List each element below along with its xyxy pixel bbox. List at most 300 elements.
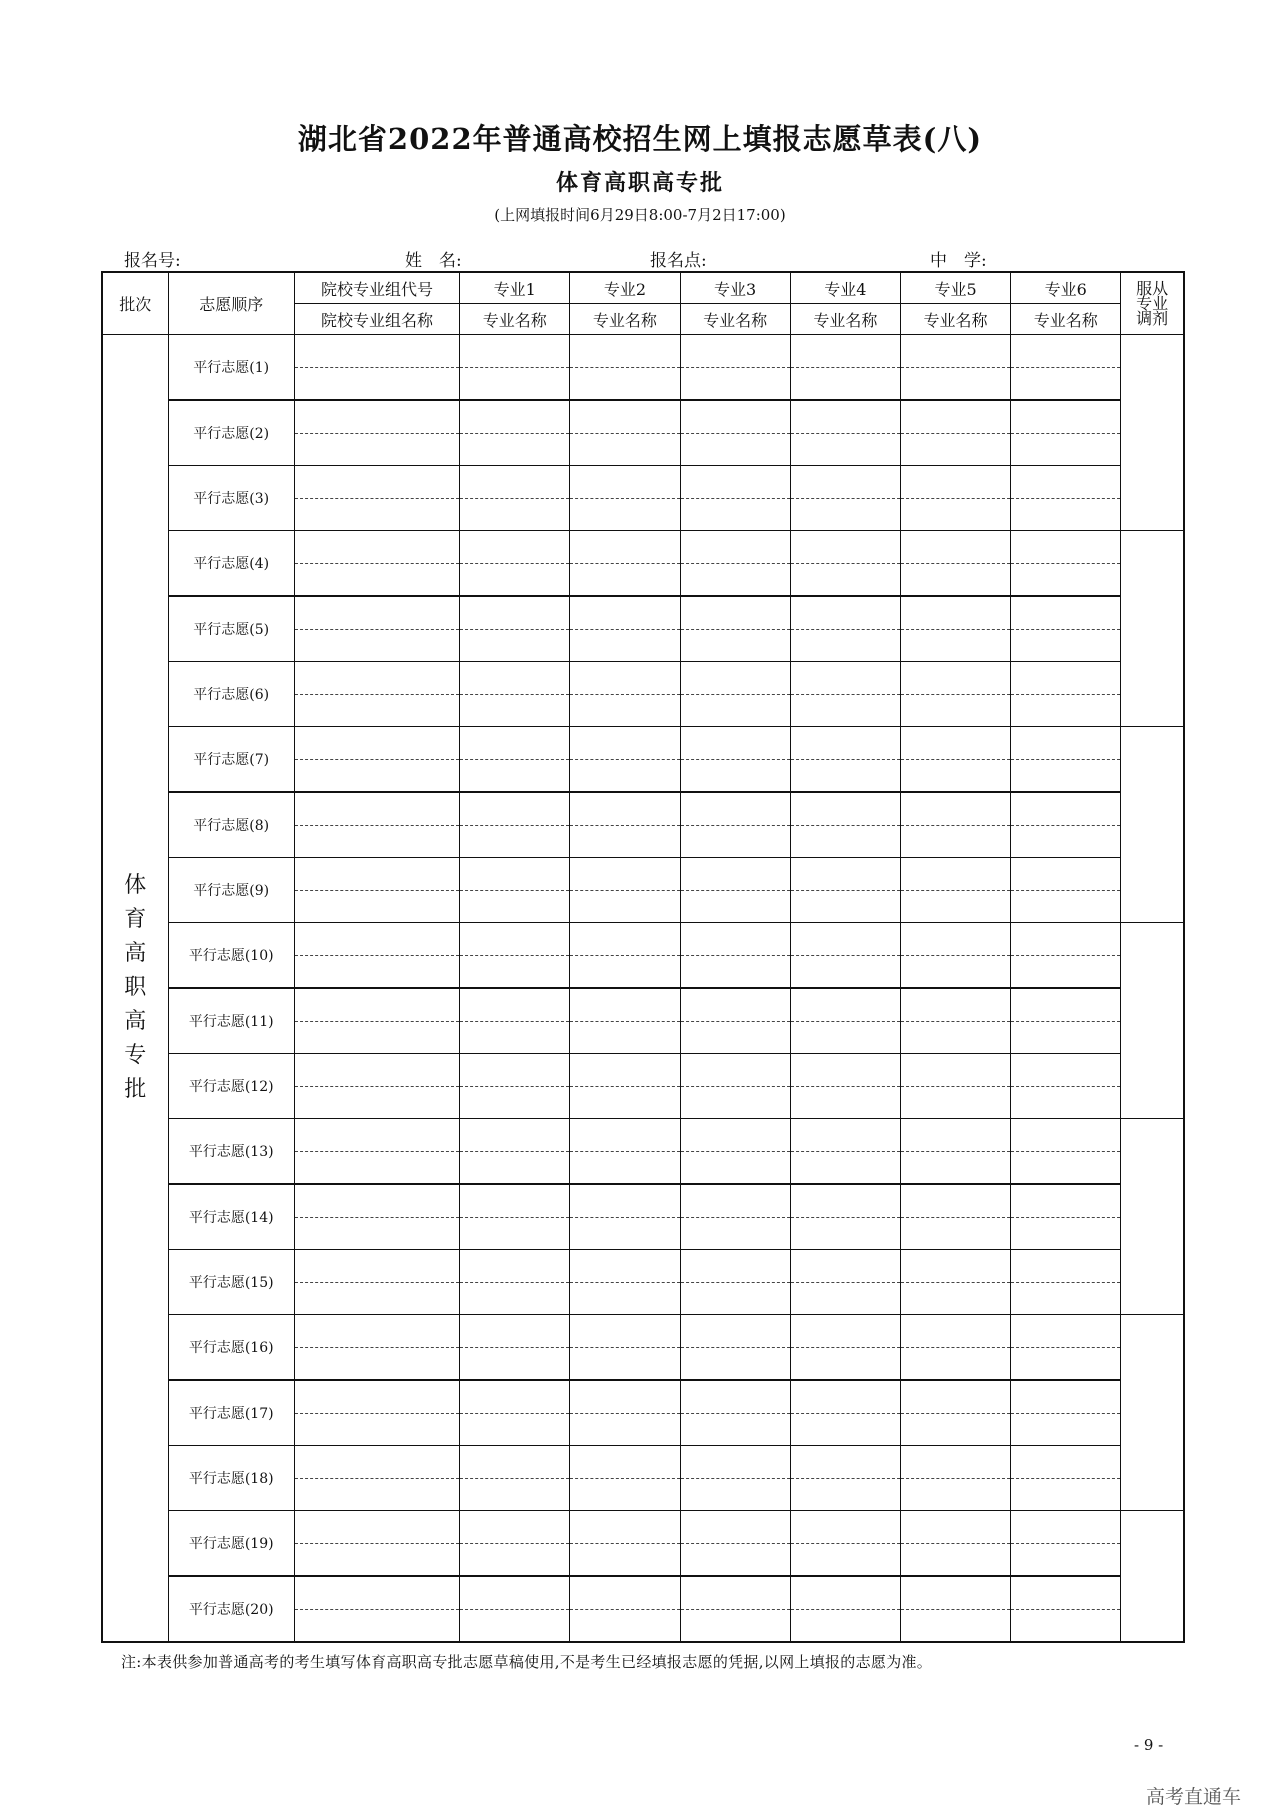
entry-divider <box>681 759 790 760</box>
major-entry-cell[interactable] <box>790 1446 900 1511</box>
major-entry-cell[interactable] <box>900 988 1010 1054</box>
major-entry-cell[interactable] <box>790 1576 900 1642</box>
page-title: 湖北省2022年普通高校招生网上填报志愿草表(八) <box>297 122 983 156</box>
table-row <box>102 1576 1184 1642</box>
entry-divider <box>681 1543 790 1544</box>
entry-divider <box>791 825 900 826</box>
group-entry-cell[interactable] <box>294 531 459 597</box>
header-major-1: 专业1 <box>460 272 570 304</box>
entry-divider <box>570 890 679 891</box>
major-entry-cell[interactable] <box>900 727 1010 793</box>
major-entry-cell[interactable] <box>460 1576 570 1642</box>
major-entry-cell[interactable] <box>570 1315 680 1381</box>
entry-divider <box>791 1086 900 1087</box>
header-major-name: 专业名称 <box>460 304 570 335</box>
entry-divider <box>460 1609 569 1610</box>
entry-divider <box>1011 759 1120 760</box>
order-cell: 平行志愿(14) <box>168 1184 294 1250</box>
major-entry-cell[interactable] <box>460 1446 570 1511</box>
order-cell: 平行志愿(2) <box>168 400 294 466</box>
table-row <box>102 531 1184 597</box>
entry-divider <box>1011 498 1120 499</box>
major-entry-cell[interactable] <box>900 531 1010 597</box>
header-order: 志愿顺序 <box>168 272 294 335</box>
major-entry-cell[interactable] <box>1011 596 1121 662</box>
entry-divider <box>901 1609 1010 1610</box>
order-cell: 平行志愿(13) <box>168 1119 294 1185</box>
header-batch: 批次 <box>102 272 168 335</box>
major-entry-cell[interactable] <box>900 1119 1010 1185</box>
order-cell: 平行志愿(5) <box>168 596 294 662</box>
order-cell: 平行志愿(11) <box>168 988 294 1054</box>
entry-divider <box>901 825 1010 826</box>
major-entry-cell[interactable] <box>680 1315 790 1381</box>
entry-divider <box>1011 1217 1120 1218</box>
major-entry-cell[interactable] <box>1011 1054 1121 1119</box>
major-entry-cell[interactable] <box>1011 988 1121 1054</box>
entry-divider <box>570 1282 679 1283</box>
major-entry-cell[interactable] <box>460 858 570 923</box>
group-entry-cell[interactable] <box>294 1446 459 1511</box>
entry-divider <box>460 890 569 891</box>
entry-divider <box>295 1347 459 1348</box>
entry-divider <box>460 1282 569 1283</box>
major-entry-cell[interactable] <box>570 727 680 793</box>
batch-label-char: 体 <box>124 873 147 898</box>
entry-divider <box>791 629 900 630</box>
entry-divider <box>791 1217 900 1218</box>
name-label: 姓 名: <box>405 251 462 271</box>
major-entry-cell[interactable] <box>790 400 900 466</box>
entry-divider <box>791 1609 900 1610</box>
major-entry-cell[interactable] <box>790 923 900 989</box>
entry-divider <box>901 955 1010 956</box>
entry-divider <box>681 1086 790 1087</box>
major-entry-cell[interactable] <box>790 792 900 858</box>
major-entry-cell[interactable] <box>900 858 1010 923</box>
entry-divider <box>295 759 459 760</box>
entry-divider <box>681 1217 790 1218</box>
entry-divider <box>460 1217 569 1218</box>
major-entry-cell[interactable] <box>680 1380 790 1446</box>
major-entry-cell[interactable] <box>680 792 790 858</box>
entry-divider <box>901 1347 1010 1348</box>
table-row <box>102 1184 1184 1250</box>
major-entry-cell[interactable] <box>790 662 900 727</box>
major-entry-cell[interactable] <box>460 727 570 793</box>
entry-divider <box>681 1478 790 1479</box>
adjust-entry-cell[interactable] <box>1121 727 1184 923</box>
major-entry-cell[interactable] <box>460 1119 570 1185</box>
major-entry-cell[interactable] <box>1011 1250 1121 1315</box>
major-entry-cell[interactable] <box>570 596 680 662</box>
entry-divider <box>901 1478 1010 1479</box>
entry-divider <box>295 825 459 826</box>
major-entry-cell[interactable] <box>1011 1576 1121 1642</box>
major-entry-cell[interactable] <box>460 1380 570 1446</box>
group-entry-cell[interactable] <box>294 1119 459 1185</box>
order-cell: 平行志愿(6) <box>168 662 294 727</box>
group-entry-cell[interactable] <box>294 1511 459 1577</box>
major-entry-cell[interactable] <box>680 1119 790 1185</box>
entry-divider <box>570 955 679 956</box>
major-entry-cell[interactable] <box>1011 1511 1121 1577</box>
entry-divider <box>295 498 459 499</box>
major-entry-cell[interactable] <box>570 466 680 531</box>
school-label: 中 学: <box>930 251 987 271</box>
group-entry-cell[interactable] <box>294 335 459 401</box>
major-entry-cell[interactable] <box>570 1184 680 1250</box>
entry-divider <box>791 1543 900 1544</box>
batch-label-char: 育 <box>124 907 147 932</box>
entry-divider <box>901 1217 1010 1218</box>
table-row <box>102 335 1184 401</box>
major-entry-cell[interactable] <box>1011 858 1121 923</box>
entry-divider <box>901 694 1010 695</box>
major-entry-cell[interactable] <box>680 596 790 662</box>
major-entry-cell[interactable] <box>680 1446 790 1511</box>
order-cell: 平行志愿(19) <box>168 1511 294 1577</box>
major-entry-cell[interactable] <box>570 662 680 727</box>
application-table <box>101 271 1185 1643</box>
entry-divider <box>791 955 900 956</box>
entry-divider <box>681 1609 790 1610</box>
adjust-entry-cell[interactable] <box>1121 1119 1184 1315</box>
major-entry-cell[interactable] <box>900 1511 1010 1577</box>
major-entry-cell[interactable] <box>1011 466 1121 531</box>
entry-divider <box>570 367 679 368</box>
major-entry-cell[interactable] <box>900 596 1010 662</box>
entry-divider <box>1011 1347 1120 1348</box>
major-entry-cell[interactable] <box>1011 792 1121 858</box>
order-cell: 平行志愿(7) <box>168 727 294 793</box>
entry-divider <box>791 563 900 564</box>
major-entry-cell[interactable] <box>460 1511 570 1577</box>
entry-divider <box>460 367 569 368</box>
entry-divider <box>1011 1282 1120 1283</box>
entry-divider <box>1011 825 1120 826</box>
major-entry-cell[interactable] <box>900 923 1010 989</box>
major-entry-cell[interactable] <box>790 1315 900 1381</box>
major-entry-cell[interactable] <box>900 1315 1010 1381</box>
entry-divider <box>570 498 679 499</box>
major-entry-cell[interactable] <box>1011 923 1121 989</box>
major-entry-cell[interactable] <box>790 1250 900 1315</box>
entry-divider <box>901 629 1010 630</box>
table-row <box>102 792 1184 858</box>
group-entry-cell[interactable] <box>294 1380 459 1446</box>
entry-divider <box>901 1282 1010 1283</box>
order-cell: 平行志愿(4) <box>168 531 294 597</box>
major-entry-cell[interactable] <box>790 335 900 401</box>
entry-divider <box>570 759 679 760</box>
table-row <box>102 596 1184 662</box>
major-entry-cell[interactable] <box>790 1184 900 1250</box>
major-entry-cell[interactable] <box>570 988 680 1054</box>
major-entry-cell[interactable] <box>460 1250 570 1315</box>
entry-divider <box>570 1478 679 1479</box>
entry-divider <box>791 498 900 499</box>
order-cell: 平行志愿(20) <box>168 1576 294 1642</box>
major-entry-cell[interactable] <box>1011 727 1121 793</box>
header-major-2: 专业2 <box>570 272 680 304</box>
entry-divider <box>460 1543 569 1544</box>
batch-label-cell <box>102 335 168 1643</box>
major-entry-cell[interactable] <box>680 727 790 793</box>
entry-divider <box>901 1413 1010 1414</box>
major-entry-cell[interactable] <box>460 662 570 727</box>
batch-label-char: 批 <box>124 1077 147 1102</box>
order-cell: 平行志愿(16) <box>168 1315 294 1381</box>
entry-divider <box>1011 1478 1120 1479</box>
major-entry-cell[interactable] <box>1011 335 1121 401</box>
entry-divider <box>901 890 1010 891</box>
major-entry-cell[interactable] <box>790 858 900 923</box>
entry-divider <box>681 629 790 630</box>
major-entry-cell[interactable] <box>680 1054 790 1119</box>
major-entry-cell[interactable] <box>680 988 790 1054</box>
major-entry-cell[interactable] <box>790 531 900 597</box>
entry-divider <box>1011 1543 1120 1544</box>
major-entry-cell[interactable] <box>790 1054 900 1119</box>
major-entry-cell[interactable] <box>570 1119 680 1185</box>
entry-divider <box>791 890 900 891</box>
header-group-code: 院校专业组代号 <box>294 272 459 304</box>
major-entry-cell[interactable] <box>1011 531 1121 597</box>
major-entry-cell[interactable] <box>900 792 1010 858</box>
entry-divider <box>570 1413 679 1414</box>
adjust-entry-cell[interactable] <box>1121 1511 1184 1643</box>
major-entry-cell[interactable] <box>790 596 900 662</box>
order-cell: 平行志愿(3) <box>168 466 294 531</box>
major-entry-cell[interactable] <box>900 466 1010 531</box>
entry-divider <box>1011 563 1120 564</box>
entry-divider <box>460 1151 569 1152</box>
entry-divider <box>295 1021 459 1022</box>
major-entry-cell[interactable] <box>570 1380 680 1446</box>
major-entry-cell[interactable] <box>900 1250 1010 1315</box>
entry-divider <box>570 825 679 826</box>
major-entry-cell[interactable] <box>900 1576 1010 1642</box>
major-entry-cell[interactable] <box>680 662 790 727</box>
major-entry-cell[interactable] <box>1011 400 1121 466</box>
major-entry-cell[interactable] <box>460 596 570 662</box>
major-entry-cell[interactable] <box>900 1054 1010 1119</box>
major-entry-cell[interactable] <box>460 792 570 858</box>
major-entry-cell[interactable] <box>790 1511 900 1577</box>
major-entry-cell[interactable] <box>460 400 570 466</box>
entry-divider <box>570 563 679 564</box>
entry-divider <box>681 1347 790 1348</box>
entry-divider <box>570 694 679 695</box>
batch-label-char: 职 <box>124 975 147 1000</box>
major-entry-cell[interactable] <box>570 400 680 466</box>
major-entry-cell[interactable] <box>680 466 790 531</box>
major-entry-cell[interactable] <box>790 727 900 793</box>
major-entry-cell[interactable] <box>900 662 1010 727</box>
entry-divider <box>570 629 679 630</box>
page-subtitle: 体育高职高专批 <box>555 170 724 196</box>
table-row <box>102 1250 1184 1315</box>
table-row <box>102 1119 1184 1185</box>
major-entry-cell[interactable] <box>1011 1380 1121 1446</box>
adjust-entry-cell[interactable] <box>1121 335 1184 531</box>
group-entry-cell[interactable] <box>294 400 459 466</box>
major-entry-cell[interactable] <box>680 923 790 989</box>
group-entry-cell[interactable] <box>294 466 459 531</box>
entry-divider <box>791 1282 900 1283</box>
major-entry-cell[interactable] <box>460 335 570 401</box>
order-cell: 平行志愿(10) <box>168 923 294 989</box>
footnote: 注:本表供参加普通高考的考生填写体育高职高专批志愿草稿使用,不是考生已经填报志愿的凭据,以网上填报的志愿为准。 <box>121 1653 933 1671</box>
group-entry-cell[interactable] <box>294 727 459 793</box>
major-entry-cell[interactable] <box>680 1250 790 1315</box>
header-major-4: 专业4 <box>790 272 900 304</box>
entry-divider <box>295 1413 459 1414</box>
table-row <box>102 662 1184 727</box>
entry-divider <box>460 955 569 956</box>
major-entry-cell[interactable] <box>570 1250 680 1315</box>
entry-divider <box>570 1021 679 1022</box>
batch-label-char: 高 <box>124 941 147 966</box>
major-entry-cell[interactable] <box>1011 1184 1121 1250</box>
major-entry-cell[interactable] <box>790 1380 900 1446</box>
entry-divider <box>791 1413 900 1414</box>
table-row <box>102 727 1184 793</box>
major-entry-cell[interactable] <box>790 466 900 531</box>
entry-divider <box>681 498 790 499</box>
batch-label-char: 高 <box>124 1009 147 1034</box>
major-entry-cell[interactable] <box>900 1446 1010 1511</box>
major-entry-cell[interactable] <box>900 1184 1010 1250</box>
major-entry-cell[interactable] <box>570 1446 680 1511</box>
major-entry-cell[interactable] <box>460 1184 570 1250</box>
major-entry-cell[interactable] <box>680 1576 790 1642</box>
order-cell: 平行志愿(8) <box>168 792 294 858</box>
major-entry-cell[interactable] <box>900 1380 1010 1446</box>
entry-divider <box>295 433 459 434</box>
major-entry-cell[interactable] <box>1011 662 1121 727</box>
group-entry-cell[interactable] <box>294 1315 459 1381</box>
entry-divider <box>570 1151 679 1152</box>
entry-divider <box>570 1347 679 1348</box>
entry-divider <box>295 367 459 368</box>
header-major-name: 专业名称 <box>1011 304 1121 335</box>
group-entry-cell[interactable] <box>294 1184 459 1250</box>
major-entry-cell[interactable] <box>900 335 1010 401</box>
entry-divider <box>791 694 900 695</box>
major-entry-cell[interactable] <box>680 1511 790 1577</box>
major-entry-cell[interactable] <box>570 1576 680 1642</box>
major-entry-cell[interactable] <box>680 858 790 923</box>
entry-divider <box>901 1151 1010 1152</box>
major-entry-cell[interactable] <box>460 466 570 531</box>
adjust-entry-cell[interactable] <box>1121 531 1184 727</box>
order-cell: 平行志愿(15) <box>168 1250 294 1315</box>
major-entry-cell[interactable] <box>570 923 680 989</box>
entry-divider <box>1011 955 1120 956</box>
group-entry-cell[interactable] <box>294 1576 459 1642</box>
major-entry-cell[interactable] <box>570 531 680 597</box>
major-entry-cell[interactable] <box>570 1511 680 1577</box>
adjust-entry-cell[interactable] <box>1121 1315 1184 1511</box>
entry-divider <box>681 1413 790 1414</box>
page-number: - 9 - <box>1134 1736 1164 1754</box>
header-major-name: 专业名称 <box>570 304 680 335</box>
table-row <box>102 1380 1184 1446</box>
adjust-entry-cell[interactable] <box>1121 923 1184 1119</box>
table-row <box>102 1315 1184 1381</box>
major-entry-cell[interactable] <box>1011 1446 1121 1511</box>
header-adjust <box>1121 272 1184 335</box>
major-entry-cell[interactable] <box>680 335 790 401</box>
major-entry-cell[interactable] <box>460 988 570 1054</box>
entry-divider <box>791 433 900 434</box>
entry-divider <box>1011 433 1120 434</box>
entry-divider <box>460 1086 569 1087</box>
entry-divider <box>681 367 790 368</box>
major-entry-cell[interactable] <box>460 531 570 597</box>
major-entry-cell[interactable] <box>1011 1315 1121 1381</box>
entry-divider <box>460 433 569 434</box>
group-entry-cell[interactable] <box>294 1250 459 1315</box>
table-row <box>102 923 1184 989</box>
group-entry-cell[interactable] <box>294 792 459 858</box>
group-entry-cell[interactable] <box>294 858 459 923</box>
entry-divider <box>460 629 569 630</box>
order-cell: 平行志愿(9) <box>168 858 294 923</box>
entry-divider <box>1011 1021 1120 1022</box>
entry-divider <box>681 825 790 826</box>
major-entry-cell[interactable] <box>680 400 790 466</box>
group-entry-cell[interactable] <box>294 923 459 989</box>
header-major-5: 专业5 <box>900 272 1010 304</box>
major-entry-cell[interactable] <box>570 792 680 858</box>
major-entry-cell[interactable] <box>900 400 1010 466</box>
group-entry-cell[interactable] <box>294 988 459 1054</box>
major-entry-cell[interactable] <box>460 1054 570 1119</box>
major-entry-cell[interactable] <box>570 335 680 401</box>
entry-divider <box>460 825 569 826</box>
entry-divider <box>791 1151 900 1152</box>
entry-divider <box>1011 1609 1120 1610</box>
entry-divider <box>295 629 459 630</box>
entry-divider <box>901 433 1010 434</box>
header-major-name: 专业名称 <box>900 304 1010 335</box>
major-entry-cell[interactable] <box>790 988 900 1054</box>
entry-divider <box>791 1478 900 1479</box>
entry-divider <box>460 759 569 760</box>
major-entry-cell[interactable] <box>680 531 790 597</box>
header-adjust-line: 服从 <box>1136 279 1169 298</box>
group-entry-cell[interactable] <box>294 1054 459 1119</box>
order-cell: 平行志愿(1) <box>168 335 294 401</box>
group-entry-cell[interactable] <box>294 662 459 727</box>
major-entry-cell[interactable] <box>460 923 570 989</box>
table-row <box>102 988 1184 1054</box>
entry-divider <box>295 563 459 564</box>
major-entry-cell[interactable] <box>570 1054 680 1119</box>
major-entry-cell[interactable] <box>570 858 680 923</box>
major-entry-cell[interactable] <box>460 1315 570 1381</box>
entry-divider <box>1011 1086 1120 1087</box>
header-major-name: 专业名称 <box>680 304 790 335</box>
major-entry-cell[interactable] <box>1011 1119 1121 1185</box>
group-entry-cell[interactable] <box>294 596 459 662</box>
major-entry-cell[interactable] <box>790 1119 900 1185</box>
major-entry-cell[interactable] <box>680 1184 790 1250</box>
table-row <box>102 1446 1184 1511</box>
